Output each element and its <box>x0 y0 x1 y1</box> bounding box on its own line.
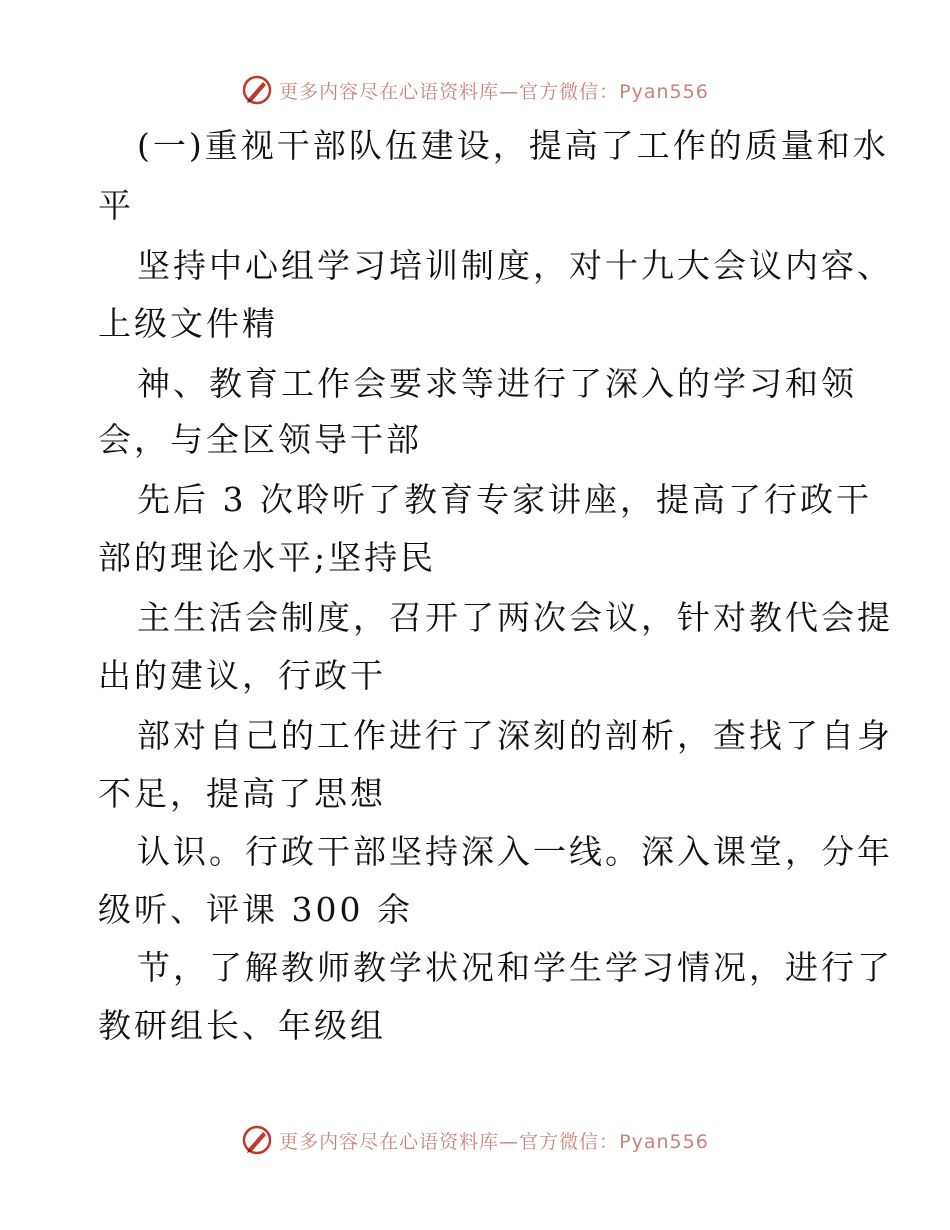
paragraph-line: 部的理论水平;坚持民 <box>98 538 437 577</box>
paragraph-line: 神、教育工作会要求等进行了深入的学习和领 <box>137 364 857 403</box>
paragraph-line: 不足，提高了思想 <box>98 774 386 813</box>
paragraph-line: 教研组长、年级组 <box>98 1006 386 1045</box>
paragraph-line: 认识。行政干部坚持深入一线。深入课堂，分年 <box>137 832 893 871</box>
paragraph-line: 部对自己的工作进行了深刻的剖析，查找了自身 <box>137 716 893 755</box>
paragraph-line: (一)重视干部队伍建设，提高了工作的质量和水 <box>137 126 889 165</box>
paragraph-line: 级听、评课 300 余 <box>98 890 413 929</box>
paragraph-line: 会，与全区领导干部 <box>98 420 422 459</box>
paragraph-line: 先后 3 次聆听了教育专家讲座，提高了行政干 <box>137 480 872 519</box>
paragraph-line: 出的建议，行政干 <box>98 656 386 695</box>
watermark-text: 更多内容尽在心语资料库—官方微信：Pyan556 <box>279 1130 709 1153</box>
paragraph-line: 平 <box>98 186 134 225</box>
pen-logo-icon <box>241 1124 273 1156</box>
footer-watermark <box>0 1120 950 1160</box>
paragraph-line: 主生活会制度，召开了两次会议，针对教代会提 <box>137 598 893 637</box>
paragraph-line: 坚持中心组学习培训制度，对十九大会议内容、 <box>137 246 893 285</box>
paragraph-line: 上级文件精 <box>98 304 278 343</box>
watermark-text: 更多内容尽在心语资料库—官方微信：Pyan556 <box>279 80 709 103</box>
paragraph-line: 节，了解教师教学状况和学生学习情况，进行了 <box>137 948 893 987</box>
